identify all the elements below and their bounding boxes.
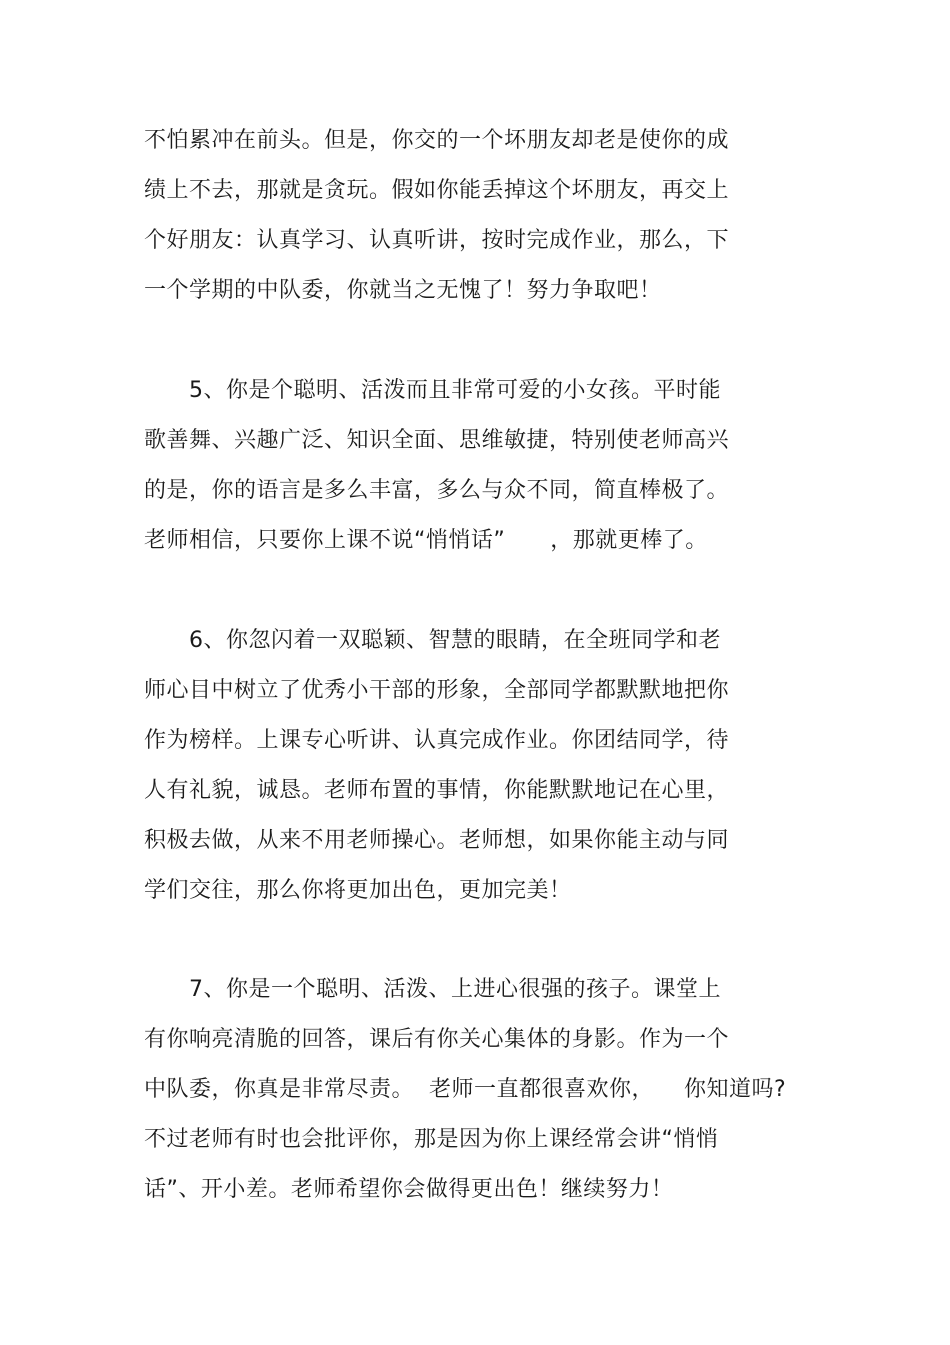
text-line: 作为榜样。上课专心听讲、认真完成作业。你团结同学，待: [144, 728, 730, 753]
text-line: 绩上不去，那就是贪玩。假如你能丢掉这个坏朋友，再交上: [144, 178, 730, 203]
paragraph-5: [144, 366, 804, 566]
text-line: 歌善舞、兴趣广泛、知识全面、思维敏捷，特别使老师高兴: [144, 428, 730, 453]
text-line: 6、你忽闪着一双聪颖、智慧的眼睛，在全班同学和老: [144, 628, 721, 653]
text-line: 的是，你的语言是多么丰富，多么与众不同，简直棒极了。: [144, 478, 730, 503]
text-line: 一个学期的中队委，你就当之无愧了！努力争取吧！: [144, 278, 662, 303]
paragraph-6: [144, 616, 804, 916]
text-line: 积极去做，从来不用老师操心。老师想，如果你能主动与同: [144, 828, 730, 853]
text-line: 7、你是一个聪明、活泼、上进心很强的孩子。课堂上: [144, 977, 721, 1002]
text-line: 中队委，你真是非常尽责。 老师一直都很喜欢你， 你知道吗?: [144, 1077, 787, 1102]
text-line: 个好朋友：认真学习、认真听讲，按时完成作业，那么，下: [144, 228, 730, 253]
paragraph-7: [144, 965, 804, 1215]
text-line: 学们交往，那么你将更加出色，更加完美！: [144, 878, 572, 903]
text-line: 师心目中树立了优秀小干部的形象，全部同学都默默地把你: [144, 678, 730, 703]
paragraph-4-continued: [144, 116, 804, 316]
text-line: 不怕累冲在前头。但是，你交的一个坏朋友却老是使你的成: [144, 128, 730, 153]
text-line: 老师相信，只要你上课不说“悄悄话” ，那就更棒了。: [144, 528, 708, 553]
text-line: 不过老师有时也会批评你，那是因为你上课经常会讲“悄悄: [144, 1127, 719, 1152]
text-line: 人有礼貌，诚恳。老师布置的事情，你能默默地记在心里，: [144, 778, 730, 803]
text-line: 5、你是个聪明、活泼而且非常可爱的小女孩。平时能: [144, 378, 721, 403]
text-line: 话”、开小差。老师希望你会做得更出色！继续努力！: [144, 1177, 674, 1202]
text-line: 有你响亮清脆的回答，课后有你关心集体的身影。作为一个: [144, 1027, 730, 1052]
